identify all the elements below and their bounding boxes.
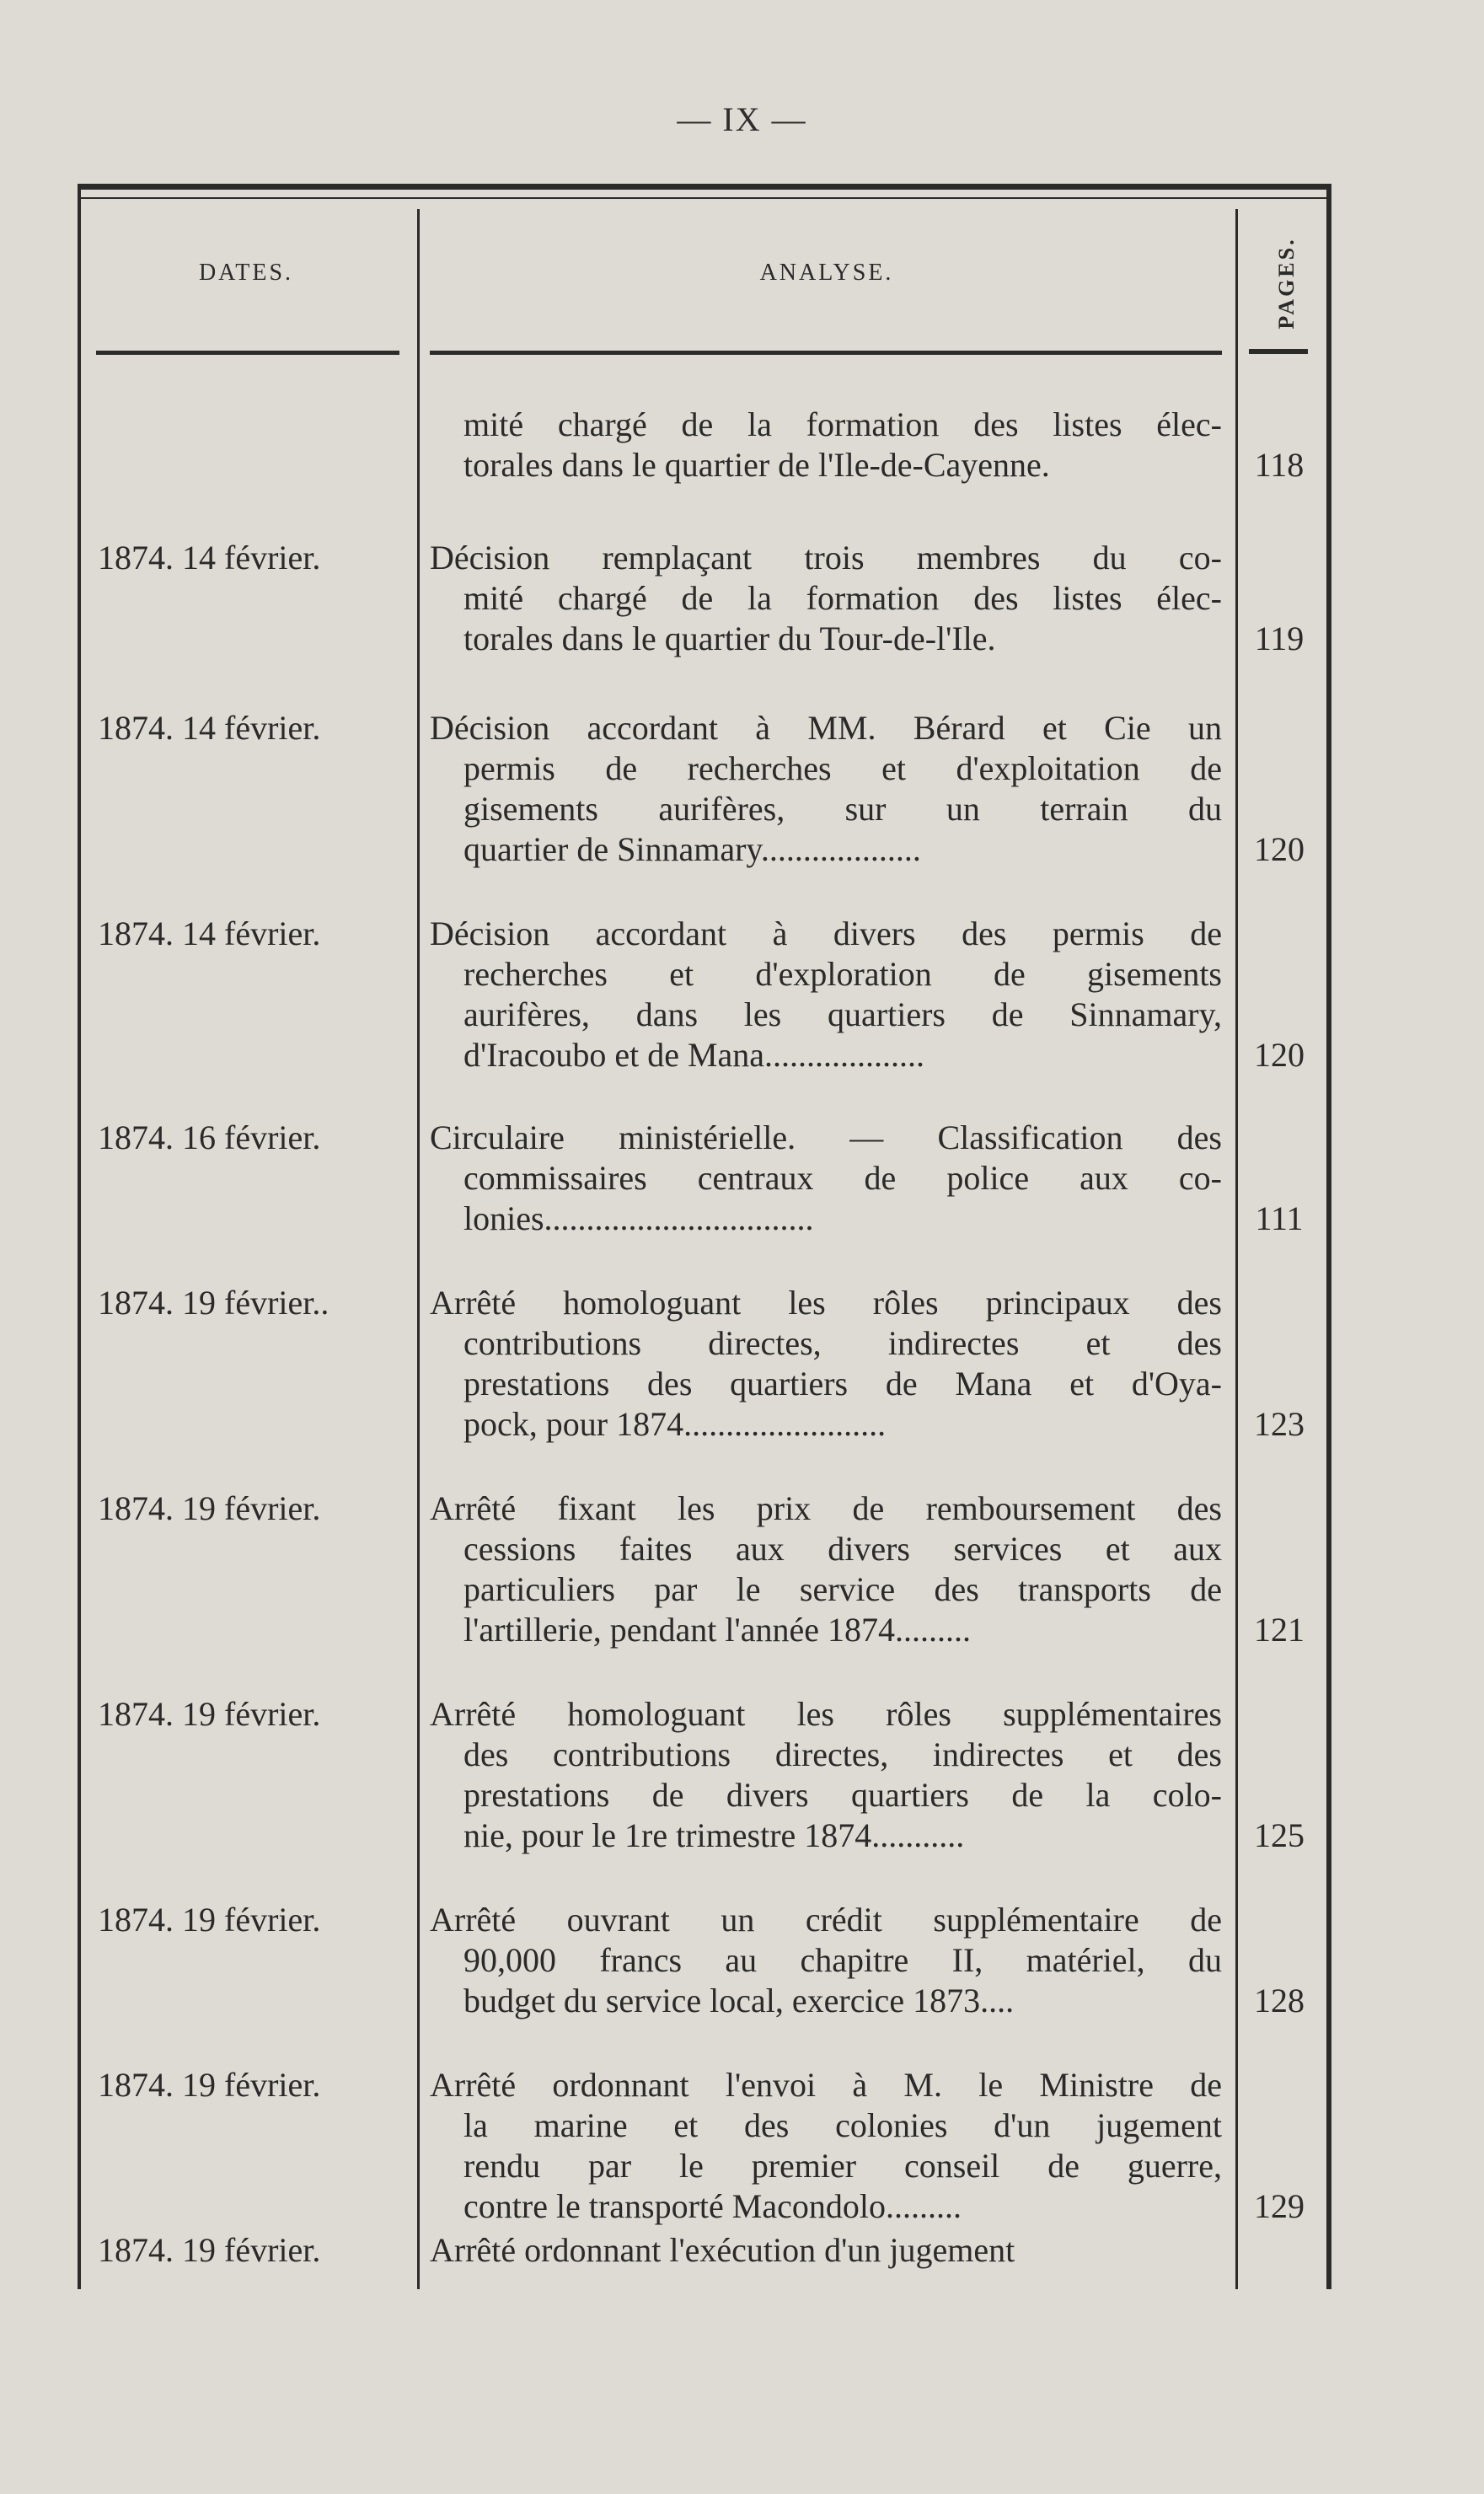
entry-page-number: 111	[1255, 1199, 1304, 1237]
entry-date: 1874. 14 février.	[98, 539, 321, 577]
entry-analysis	[430, 1488, 1222, 1650]
entry-analysis-line: cessions faites aux divers services et aux	[463, 1530, 1222, 1568]
index-table	[78, 184, 1331, 2289]
entry-analysis-line: aurifères, dans les quartiers de Sinnamary,	[463, 995, 1222, 1033]
entry-date: 1874. 19 février.	[98, 1489, 321, 1527]
entry-analysis-line: Arrêté ordonnant l'exécution d'un jugement	[430, 2231, 1015, 2269]
entry-analysis-line: nie, pour le 1re trimestre 1874...........	[463, 1816, 965, 1854]
entry-analysis-line: prestations de divers quartiers de la colo-	[463, 1776, 1222, 1814]
page-number: — IX —	[677, 100, 807, 138]
entry-analysis-line: torales dans le quartier du Tour-de-l'Ile.	[463, 619, 996, 657]
entry-analysis-line: recherches et d'exploration de gisements	[463, 955, 1222, 993]
entry-analysis	[430, 1694, 1222, 1856]
entry-analysis-line: mité chargé de la formation des listes élec-	[463, 405, 1222, 443]
entry-analysis	[430, 1118, 1222, 1239]
entry-analysis-line: des contributions directes, indirectes et des	[463, 1735, 1222, 1773]
entry-page-number: 128	[1254, 1982, 1305, 2019]
entry-analysis	[430, 2065, 1222, 2227]
entry-date: 1874. 19 février.	[98, 2066, 321, 2104]
entry-analysis-line: 90,000 francs au chapitre II, matériel, du	[463, 1941, 1222, 1979]
header-rule-dates	[96, 351, 399, 355]
entry-analysis-line: budget du service local, exercice 1873....	[463, 1982, 1015, 2019]
entry-page-number: 121	[1254, 1611, 1305, 1649]
header-rule-analyse	[430, 351, 1222, 355]
entry-analysis	[430, 405, 1222, 485]
entry-analysis	[430, 1900, 1222, 2021]
entry-analysis	[430, 538, 1222, 659]
entry-date: 1874. 14 février.	[98, 914, 321, 952]
entry-date: 1874. 19 février.	[98, 1695, 321, 1733]
entry-analysis-line: Arrêté homologuant les rôles principaux des	[430, 1284, 1222, 1322]
entry-analysis-line: Arrêté fixant les prix de remboursement des	[430, 1489, 1222, 1527]
header-analyse: ANALYSE.	[759, 260, 894, 286]
entry-analysis-line: permis de recherches et d'exploitation de	[463, 749, 1222, 787]
entry-analysis-line: particuliers par le service des transports de	[463, 1570, 1222, 1608]
entry-date: 1874. 16 février.	[98, 1118, 321, 1156]
table-top-rule	[78, 184, 1331, 190]
entry-date: 1874. 19 février.	[98, 1901, 321, 1939]
entry-analysis-line: Arrêté ordonnant l'envoi à M. le Ministre de	[430, 2066, 1222, 2104]
table-left-border	[78, 184, 81, 2289]
entry-analysis-line: Circulaire ministérielle. — Classification des	[430, 1118, 1222, 1156]
entry-analysis-line: Arrêté ouvrant un crédit supplémentaire de	[430, 1901, 1222, 1939]
entry-analysis-line: contre le transporté Macondolo.........	[463, 2187, 962, 2225]
entry-analysis-line: l'artillerie, pendant l'année 1874.........	[463, 1611, 971, 1649]
entry-page-number: 120	[1254, 830, 1305, 868]
entry-analysis-line: pock, pour 1874........................	[463, 1405, 887, 1443]
entry-analysis-line: commissaires centraux de police aux co-	[463, 1159, 1222, 1197]
header-pages: PAGES.	[1274, 237, 1299, 330]
column-divider-pages	[1235, 209, 1238, 2289]
entry-analysis-line: prestations des quartiers de Mana et d'Oya-	[463, 1365, 1222, 1403]
entry-analysis-line: Arrêté homologuant les rôles supplémentaires	[430, 1695, 1222, 1733]
entry-date: 1874. 19 février.	[98, 2231, 321, 2269]
entry-analysis-line: contributions directes, indirectes et des	[463, 1324, 1222, 1362]
entry-analysis	[430, 1283, 1222, 1445]
entry-analysis-line: gisements aurifères, sur un terrain du	[463, 790, 1222, 828]
table-right-border	[1326, 184, 1331, 2289]
entry-analysis-line: mité chargé de la formation des listes élec-	[463, 579, 1222, 617]
column-divider-dates	[417, 209, 420, 2289]
entry-analysis	[430, 2230, 1222, 2271]
entry-page-number: 120	[1254, 1036, 1305, 1074]
entry-page-number: 123	[1254, 1405, 1305, 1443]
entry-date: 1874. 14 février.	[98, 709, 321, 747]
entry-date: 1874. 19 février..	[98, 1284, 329, 1322]
entry-analysis-line: rendu par le premier conseil de guerre,	[463, 2147, 1222, 2185]
entry-analysis-line: quartier de Sinnamary...................	[463, 830, 921, 868]
entry-analysis-line: Décision remplaçant trois membres du co-	[430, 539, 1222, 577]
entry-analysis-line: torales dans le quartier de l'Ile-de-Cayenne.	[463, 446, 1050, 484]
entry-analysis	[430, 708, 1222, 870]
entry-analysis-line: lonies................................	[463, 1199, 814, 1237]
entry-page-number: 129	[1254, 2187, 1305, 2225]
header-dates: DATES.	[198, 260, 294, 286]
entry-analysis-line: d'Iracoubo et de Mana...................	[463, 1036, 925, 1074]
entry-page-number: 119	[1254, 619, 1305, 657]
entry-page-number: 118	[1254, 446, 1305, 484]
entry-analysis	[430, 914, 1222, 1075]
entry-analysis-line: Décision accordant à divers des permis de	[430, 914, 1222, 952]
entry-analysis-line: Décision accordant à MM. Bérard et Cie un	[430, 709, 1222, 747]
entry-page-number: 125	[1254, 1816, 1305, 1854]
entry-analysis-line: la marine et des colonies d'un jugement	[463, 2106, 1222, 2144]
table-top-rule-thin	[78, 197, 1331, 199]
